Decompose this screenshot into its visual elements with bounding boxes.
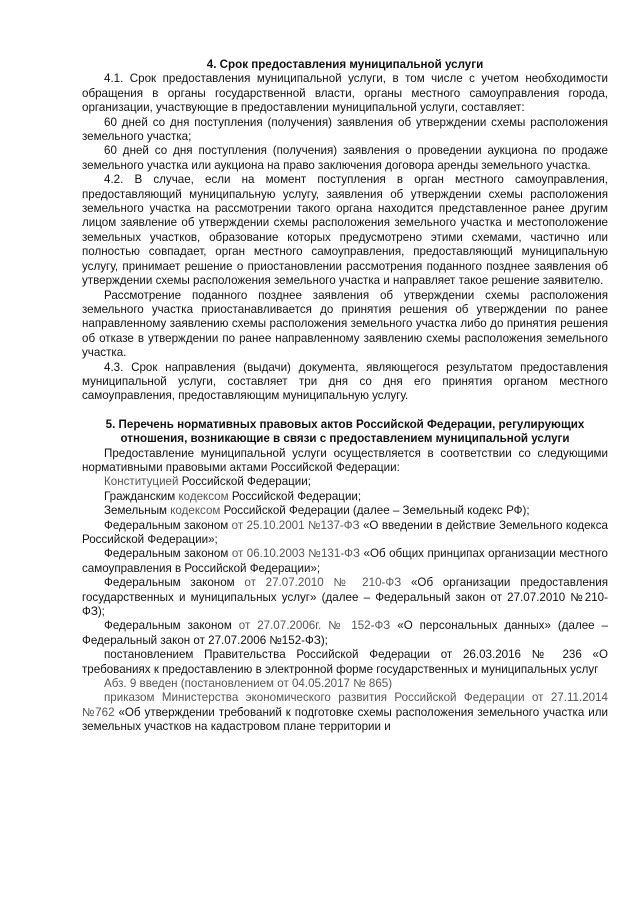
- legal-act-item: [82, 490, 608, 504]
- legal-act-item: [82, 475, 608, 489]
- legal-act-text: Федеральным законом: [104, 619, 239, 633]
- legal-act-text: Российской Федерации;: [228, 489, 362, 503]
- paragraph-4-2: 4.2. В случае, если на момент поступления в орган местного самоуправления, предоставляющий муниципальную услугу, заявления об утверждении схемы расположения земельного участка на рассмотрении такого органа находится представленное ранее другим лицом заявление об утверждении схемы расположения земельного участка и местоположение земельных участков, образование которых предусмотрено этими схемами, частично или полностью совпадает, орган местного самоуправления, предоставляющий муниципальную услугу, принимает решение о приостановлении рассмотрения поданного позднее заявления об утверждении схемы расположения земельного участка и направляет такое решение заявителю.: [82, 173, 608, 288]
- section-spacer: [82, 404, 608, 418]
- section-4-heading: 4. Срок предоставления муниципальной услуги: [206, 58, 484, 71]
- law-131-fz-link[interactable]: от 06.10.2003 №131-ФЗ: [231, 547, 361, 561]
- civil-code-link[interactable]: кодексом: [178, 489, 229, 503]
- legal-act-text: «Об организации предоставления государственных и муниципальных услуг» (далее – Федеральный закон от 27.07.2010 №210-ФЗ);: [82, 576, 608, 619]
- amendment-link[interactable]: (постановлением от 04.05.2017 № 865): [180, 677, 393, 691]
- amendment-note: [82, 677, 608, 691]
- paragraph-4-2-continued: Рассмотрение поданного позднее заявления об утверждении схемы расположения земельного участка приостанавливается до принятия решения об утверждении по ранее направленному заявлению схемы расположения земельного участка либо до принятия решения об отказе в утверждении по ранее направленному заявлению схемы расположения земельного участка.: [82, 288, 608, 360]
- legal-act-text: Федеральным законом: [104, 576, 245, 590]
- amendment-text: Абз. 9 введен: [104, 677, 181, 691]
- section-5-intro: Предоставление муниципальной услуги осуществляется в соответствии со следующими нормативными правовыми актами Российской Федерации:: [82, 446, 608, 474]
- legal-act-text: «Об общих принципах организации местного самоуправления в Российской Федерации»;: [82, 547, 608, 575]
- paragraph-4-3: 4.3. Срок направления (выдачи) документа, являющегося результатом предоставления муниципальной услуги, составляет три дня со дня его принятия органом местного самоуправления, предоставляющим муниципальную услугу.: [82, 360, 608, 403]
- legal-act-text: Земельным: [104, 504, 171, 518]
- section-5-heading: 5. Перечень нормативных правовых актов Российской Федерации, регулирующих отношения, возникающие в связи с предоставлением муниципальной услуги: [105, 417, 585, 446]
- legal-act-item: постановлением Правительства Российской Федерации от 26.03.2016 № 236 «О требованиях к предоставлению в электронной форме государственных и муниципальных услуг: [82, 648, 608, 676]
- order-762-link[interactable]: приказом Министерства экономического развития Российской Федерации от 27.11.2014 №762: [82, 691, 608, 719]
- legal-act-text: «Об утверждении требований к подготовке схемы расположения земельного участка или земельных участков на кадастровом плане территории и: [82, 705, 608, 734]
- paragraph-4-1-item-2: 60 дней со дня поступления (получения) заявления о проведении аукциона по продаже земельного участка или аукциона на право заключения договора аренды земельного участка.: [82, 144, 608, 172]
- legal-act-text: «О персональных данных» (далее – Федеральный закон от 27.07.2006 №152-ФЗ);: [82, 619, 608, 647]
- legal-act-item: [82, 619, 608, 648]
- legal-act-item: [82, 691, 608, 734]
- legal-act-item: [82, 519, 608, 548]
- legal-act-text: Российской Федерации (далее – Земельный кодекс РФ);: [220, 504, 530, 518]
- law-210-fz-link[interactable]: от 27.07.2010 № 210-ФЗ: [244, 576, 402, 590]
- land-code-link[interactable]: кодексом: [170, 504, 221, 518]
- law-152-fz-link[interactable]: от 27.07.2006г. № 152-ФЗ: [238, 619, 391, 633]
- legal-act-item: [82, 576, 608, 619]
- legal-act-text: Федеральным законом: [104, 547, 232, 561]
- legal-act-text: Российской Федерации;: [178, 475, 311, 489]
- paragraph-4-1-item-1: 60 дней со дня поступления (получения) заявления об утверждении схемы расположения земельного участка;: [82, 115, 608, 144]
- legal-act-text: Гражданским: [104, 489, 179, 503]
- legal-act-item: [82, 504, 608, 518]
- legal-act-item: [82, 547, 608, 576]
- legal-act-text: «О введении в действие Земельного кодекса Российской Федерации»;: [82, 518, 608, 546]
- constitution-link[interactable]: Конституцией: [104, 475, 179, 489]
- legal-act-text: Федеральным законом: [104, 518, 232, 532]
- paragraph-4-1: 4.1. Срок предоставления муниципальной услуги, в том числе с учетом необходимости обращения в органы государственной власти, органы местного самоуправления города, организации, участвующие в предоставлении муниципальной услуги, составляет:: [82, 72, 608, 115]
- law-137-fz-link[interactable]: от 25.10.2001 №137-ФЗ: [231, 518, 360, 532]
- document-page: [82, 58, 608, 735]
